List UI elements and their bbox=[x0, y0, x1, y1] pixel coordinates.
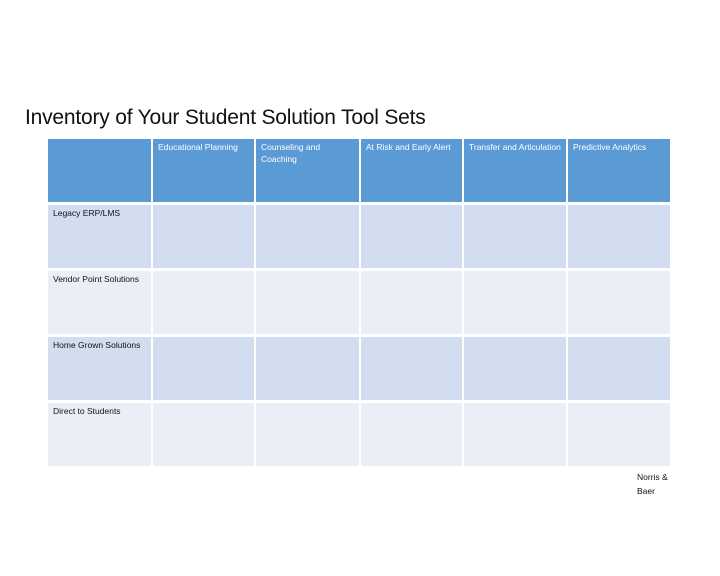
table-cell bbox=[464, 205, 566, 268]
table-cell bbox=[256, 271, 359, 334]
table-cell bbox=[153, 271, 254, 334]
row-label-home-grown: Home Grown Solutions bbox=[48, 337, 151, 400]
author-credit: Norris & Baer bbox=[637, 472, 668, 496]
table-cell bbox=[568, 271, 670, 334]
table-cell bbox=[361, 205, 462, 268]
header-transfer-articulation: Transfer and Articulation bbox=[464, 139, 566, 202]
table-cell bbox=[361, 403, 462, 466]
header-educational-planning: Educational Planning bbox=[153, 139, 254, 202]
slide-title: Inventory of Your Student Solution Tool Sets bbox=[25, 106, 426, 129]
table-cell bbox=[568, 337, 670, 400]
header-predictive-analytics: Predictive Analytics bbox=[568, 139, 670, 202]
table-cell bbox=[568, 403, 670, 466]
table-cell bbox=[464, 271, 566, 334]
table-cell bbox=[361, 337, 462, 400]
table-cell bbox=[256, 403, 359, 466]
table-cell bbox=[153, 205, 254, 268]
table-cell bbox=[256, 337, 359, 400]
table-cell bbox=[361, 271, 462, 334]
row-label-legacy: Legacy ERP/LMS bbox=[48, 205, 151, 268]
table-cell bbox=[568, 205, 670, 268]
table-cell bbox=[464, 403, 566, 466]
table-cell bbox=[256, 205, 359, 268]
header-at-risk-early-alert: At Risk and Early Alert bbox=[361, 139, 462, 202]
header-counseling-coaching: Counseling and Coaching bbox=[256, 139, 359, 202]
row-label-vendor: Vendor Point Solutions bbox=[48, 271, 151, 334]
row-label-direct: Direct to Students bbox=[48, 403, 151, 466]
header-cell-blank bbox=[48, 139, 151, 202]
inventory-table bbox=[48, 139, 670, 466]
table-cell bbox=[153, 337, 254, 400]
table-cell bbox=[464, 337, 566, 400]
table-cell bbox=[153, 403, 254, 466]
